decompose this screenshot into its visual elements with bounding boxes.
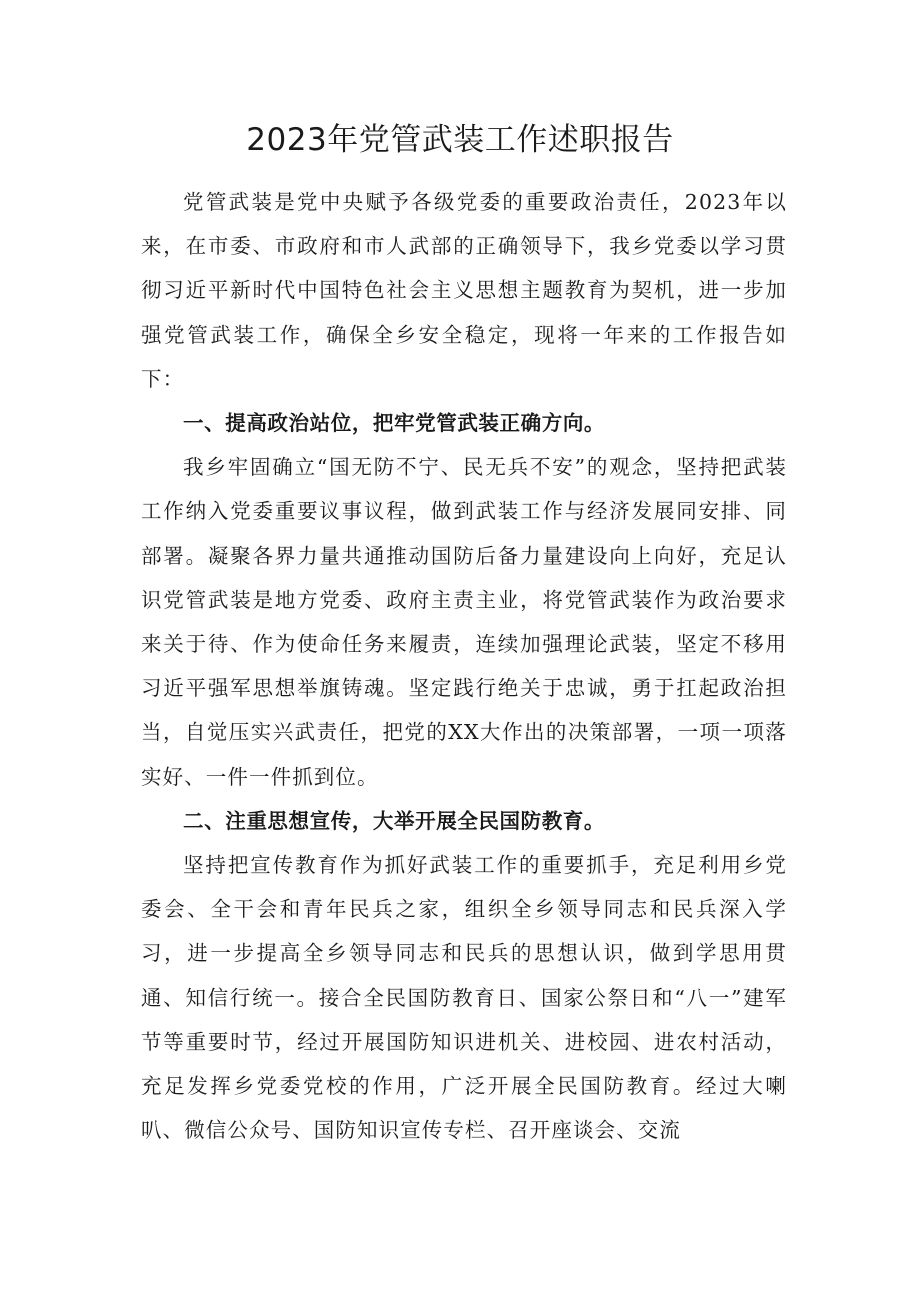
- section-2-heading: 二、注重思想宣传，大举开展全民国防教育。: [183, 808, 606, 833]
- section-2-paragraph: 坚持把宣传教育作为抓好武装工作的重要抓手，充足利用乡党委会、全干会和青年民兵之家，组织全乡领导同志和民兵深入学习，进一步提高全乡领导同志和民兵的思想认识，做到学思用贯通、知信行统一。接合全民国防教育日、国家公祭日和“八一”建军节等重要时节，经过开展国防知识进机关、进校园、进农村活动，充足发挥乡党委党校的作用，广泛开展全民国防教育。经过大喇叭、微信公众号、国防知识宣传专栏、召开座谈会、交流: [141, 853, 787, 1143]
- section-1-paragraph: 我乡牢固确立“国无防不宁、民无兵不安”的观念，坚持把武装工作纳入党委重要议事议程，做到武装工作与经济发展同安排、同部署。凝聚各界力量共通推动国防后备力量建设向上向好，充足认识党管武装是地方党委、政府主责主业，将党管武装作为政治要求来关于待、作为使命任务来履责，连续加强理论武装，坚定不移用习近平强军思想举旗铸魂。坚定践行绝关于忠诚，勇于扛起政治担当，自觉压实兴武责任，把党的XX大作出的决策部署，一项一项落实好、一件一件抓到位。: [141, 455, 787, 789]
- section-1-heading: 一、提高政治站位，把牢党管武装正确方向。: [183, 411, 606, 436]
- intro-paragraph: 党管武装是党中央赋予各级党委的重要政治责任，2023年以来，在市委、市政府和市人武部的正确领导下，我乡党委以学习贯彻习近平新时代中国特色社会主义思想主题教育为契机，进一步加强党管武装工作，确保全乡安全稳定，现将一年来的工作报告如下：: [141, 190, 787, 391]
- document-title: 2023年党管武装工作述职报告: [246, 122, 674, 158]
- document-body: [141, 180, 787, 1152]
